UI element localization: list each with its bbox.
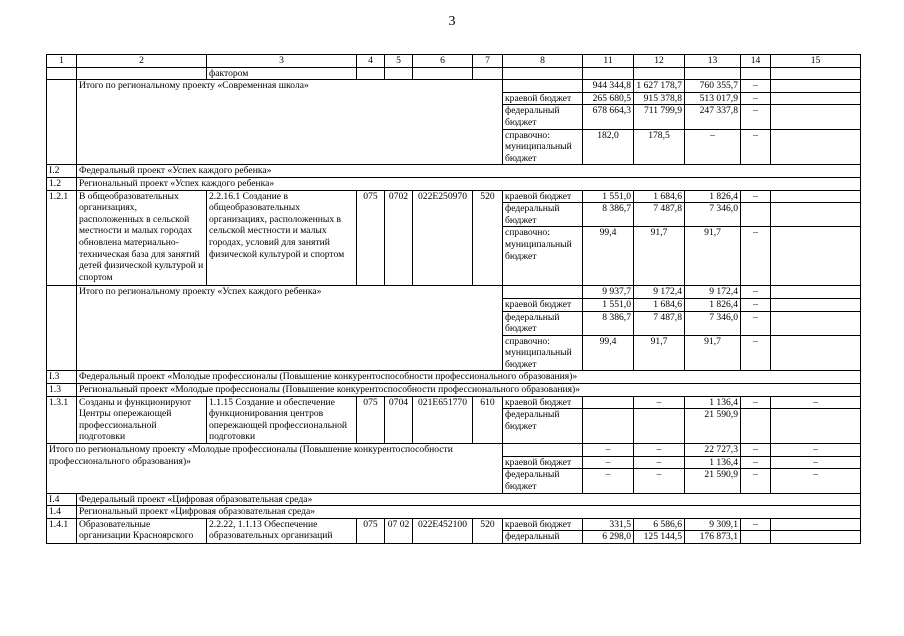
result-description: В общеобразовательных организациях, расположенных в сельской местности и малых городах обновлена материально-техническая база для занятий детей физической культурой и спортом [77,190,207,286]
value-cell: – [741,335,771,371]
code-cell: 520 [473,190,503,286]
row-number: 1.4 [47,506,77,519]
source-label: федеральный бюджет [503,409,583,444]
value-cell: – [634,456,685,469]
value-cell: 125 144,5 [634,531,685,544]
value-cell: 7 487,8 [634,203,685,227]
value-cell: 7 346,0 [685,203,741,227]
column-header: 3 [207,55,357,68]
source-label: краевой бюджет [503,92,583,105]
section-row [47,177,861,190]
source-label: федеральный бюджет [503,105,583,129]
value-cell: – [741,396,771,409]
value-cell [583,396,634,409]
code-cell: 075 [357,518,385,543]
value-cell: – [741,80,771,93]
source-label: федеральный бюджет [503,311,583,335]
source-label: краевой бюджет [503,518,583,531]
column-header: 7 [473,55,503,68]
value-cell: – [741,444,771,457]
value-cell: 1 826,4 [685,298,741,311]
code-cell: 520 [473,518,503,543]
code-cell: 0704 [385,396,413,444]
value-cell: – [634,469,685,493]
result-description: Образовательные организации Красноярского [77,518,207,543]
table-row [47,396,861,409]
section-label: Федеральный проект «Цифровая образовательная среда» [77,493,861,506]
source-label: краевой бюджет [503,456,583,469]
value-cell: 178,5 [634,129,685,165]
value-cell: 1 136,4 [685,456,741,469]
row-number: 1.2.1 [47,190,77,286]
value-cell: 7 487,8 [634,311,685,335]
source-label: краевой бюджет [503,396,583,409]
value-cell: – [741,518,771,531]
column-header: 4 [357,55,385,68]
row-number: 1.3.1 [47,396,77,444]
source-label: справочно: муниципальный бюджет [503,129,583,165]
value-cell: – [741,311,771,335]
page-number: 3 [448,14,456,29]
value-cell: 6 586,6 [634,518,685,531]
value-cell: – [771,396,861,409]
section-row [47,165,861,178]
source-label: справочно: муниципальный бюджет [503,335,583,371]
table-row [47,190,861,203]
value-cell: 1 551,0 [583,190,634,203]
value-cell: 247 337,8 [685,105,741,129]
value-cell: 1 551,0 [583,298,634,311]
source-label: краевой бюджет [503,298,583,311]
row-number: I.3 [47,371,77,384]
source-label: федеральный бюджет [503,469,583,493]
value-cell [634,409,685,444]
value-cell: 1 684,6 [634,298,685,311]
column-header: 13 [685,55,741,68]
value-cell: 8 386,7 [583,311,634,335]
value-cell: 176 873,1 [685,531,741,544]
value-cell: 22 727,3 [685,444,741,457]
value-cell: 9 172,4 [634,286,685,299]
code-cell: 07 02 [385,518,413,543]
value-cell: 678 664,3 [583,105,634,129]
value-cell: 7 346,0 [685,311,741,335]
value-cell: – [583,444,634,457]
row-number: 1.2 [47,177,77,190]
column-header: 15 [771,55,861,68]
activity-description: 2.2.22, 1.1.13 Обеспечение образовательных организаций [207,518,357,543]
value-cell: – [741,190,771,203]
code-cell: 0702 [385,190,413,286]
value-cell: – [741,227,771,286]
column-header: 1 [47,55,77,68]
value-cell: 711 799,9 [634,105,685,129]
value-cell: – [741,129,771,165]
cell-text: фактором [207,67,357,80]
value-cell: 6 298,0 [583,531,634,544]
column-header: 12 [634,55,685,68]
value-cell: 21 590,9 [685,409,741,444]
value-cell: 265 680,5 [583,92,634,105]
total-label: Итого по региональному проекту «Успех каждого ребенка» [77,286,503,371]
code-cell: 022E250970 [413,190,473,286]
value-cell: 91,7 [634,335,685,371]
value-cell: – [771,456,861,469]
value-cell: – [771,444,861,457]
row-number: I.2 [47,165,77,178]
value-cell: 9 172,4 [685,286,741,299]
column-header: 2 [77,55,207,68]
activity-description: 2.2.16.1 Создание в общеобразовательных организациях, расположенных в сельской местности и малых городах, условий для занятий физической культурой и спортом [207,190,357,286]
table-row [47,67,861,80]
value-cell: – [741,469,771,493]
value-cell: 99,4 [583,227,634,286]
section-row [47,371,861,384]
activity-description: 1.1.15 Создание и обеспечение функционирования центров опережающей профессиональной подготовки [207,396,357,444]
value-cell: 91,7 [685,335,741,371]
column-header: 14 [741,55,771,68]
column-header: 11 [583,55,634,68]
source-label: федеральный [503,531,583,544]
source-label: краевой бюджет [503,190,583,203]
section-row [47,493,861,506]
value-cell: – [741,286,771,299]
value-cell: 91,7 [634,227,685,286]
budget-table [46,54,861,544]
value-cell: 91,7 [685,227,741,286]
section-row [47,384,861,397]
value-cell: – [583,469,634,493]
source-label: федеральный бюджет [503,203,583,227]
value-cell: 1 684,6 [634,190,685,203]
total-row [47,444,861,457]
code-cell: 022E452100 [413,518,473,543]
code-cell: 075 [357,190,385,286]
value-cell: – [741,105,771,129]
section-label: Федеральный проект «Молодые профессионалы (Повышение конкурентоспособности профессионального образования)» [77,371,861,384]
value-cell: – [741,456,771,469]
column-header: 5 [385,55,413,68]
value-cell: – [741,92,771,105]
table-row [47,518,861,531]
source-label: справочно: муниципальный бюджет [503,227,583,286]
total-row [47,286,861,299]
value-cell: – [634,444,685,457]
value-cell: 1 136,4 [685,396,741,409]
total-row [47,80,861,93]
value-cell: 1 826,4 [685,190,741,203]
value-cell [583,409,634,444]
section-row [47,506,861,519]
section-label: Региональный проект «Цифровая образовательная среда» [77,506,861,519]
value-cell: 182,0 [583,129,634,165]
code-cell: 075 [357,396,385,444]
value-cell: 99,4 [583,335,634,371]
section-label: Региональный проект «Молодые профессионалы (Повышение конкурентоспособности профессионального образования)» [77,384,861,397]
row-number: I.4 [47,493,77,506]
value-cell: 8 386,7 [583,203,634,227]
value-cell: 915 378,8 [634,92,685,105]
value-cell: 760 355,7 [685,80,741,93]
row-number: 1.3 [47,384,77,397]
total-label: Итого по региональному проекту «Современная школа» [77,80,503,165]
value-cell: 9 937,7 [583,286,634,299]
value-cell: – [771,469,861,493]
section-label: Федеральный проект «Успех каждого ребенка» [77,165,861,178]
value-cell: – [583,456,634,469]
value-cell: 513 017,9 [685,92,741,105]
value-cell: – [741,298,771,311]
value-cell: – [685,129,741,165]
result-description: Созданы и функционируют Центры опережающей профессиональной подготовки [77,396,207,444]
column-header: 8 [503,55,583,68]
code-cell: 021E651770 [413,396,473,444]
value-cell: – [634,396,685,409]
value-cell: 9 309,1 [685,518,741,531]
total-label: Итого по региональному проекту «Молодые профессионалы (Повышение конкурентоспособности профессионального образования)» [47,444,503,493]
value-cell: 331,5 [583,518,634,531]
section-label: Региональный проект «Успех каждого ребенка» [77,177,861,190]
row-number: 1.4.1 [47,518,77,543]
value-cell: 944 344,8 [583,80,634,93]
value-cell: 21 590,9 [685,469,741,493]
value-cell: 1 627 178,7 [634,80,685,93]
header-row [47,55,861,68]
code-cell: 610 [473,396,503,444]
column-header: 6 [413,55,473,68]
